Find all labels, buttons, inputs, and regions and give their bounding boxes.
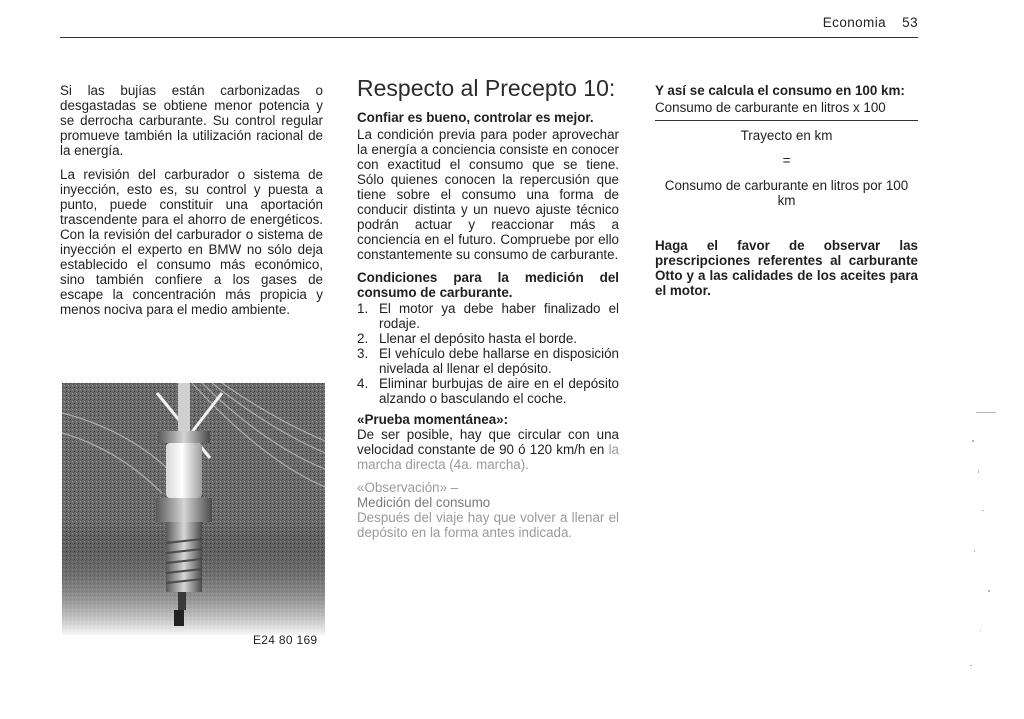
list-item-number: 3. xyxy=(357,346,369,361)
equals-sign: = xyxy=(782,153,791,168)
formula-result: Consumo de carburante en litros por 100 km xyxy=(664,178,909,208)
list-item-text: El motor ya debe haber finalizado el rodaje. xyxy=(379,301,619,331)
page-number: 53 xyxy=(902,15,918,30)
test-heading: «Prueba momentánea»: xyxy=(357,412,509,427)
list-item xyxy=(357,301,619,331)
list-item-number: 1. xyxy=(357,301,369,316)
spark-plug-paragraph: Si las bujías están carbonizadas o desgastadas se obtiene menor potencia y se derrocha carburante. Su control regular promueve también la utilización racional de la energía. xyxy=(60,83,323,158)
formula-title: Y así se calcula el consumo en 100 km: xyxy=(655,83,905,98)
header-rule xyxy=(60,37,918,38)
section-subtitle: Confiar es bueno, controlar es mejor. xyxy=(357,110,594,125)
scan-artifacts xyxy=(968,410,1004,690)
fraction-line xyxy=(655,120,918,121)
test-text-faded: la marcha directa (4a. marcha). xyxy=(357,442,619,472)
observation-text: Después del viaje hay que volver a llenar el depósito en la forma antes indicada. xyxy=(357,510,619,540)
intro-paragraph: La condición previa para poder aprovechar la energía a conciencia consiste en conocer con exactitud el consumo que se tiene. Sólo quienes conocen la repercusión que tiene sobre el consumo una forma de conducir distinta y un nuevo ajuste técnico podrán actuar y reaccionar más a conciencia en el futuro. Compruebe por ello constantemente su consumo de carburante. xyxy=(357,127,619,262)
spark-plug-photo xyxy=(62,383,325,635)
list-item-text: Eliminar burbujas de aire en el depósito alzando o basculando el coche. xyxy=(379,376,619,406)
formula-denominator: Trayecto en km xyxy=(740,128,833,143)
fuel-note: Haga el favor de observar las prescripciones referentes al carburante Otto y a las calidades de los aceites para el motor. xyxy=(655,238,918,298)
right-column xyxy=(655,83,918,298)
conditions-list xyxy=(357,301,619,406)
list-item-number: 4. xyxy=(357,376,369,391)
list-item-text: Llenar el depósito hasta el borde. xyxy=(379,331,578,346)
figure-caption: E24 80 169 xyxy=(253,633,318,647)
middle-column xyxy=(357,74,619,540)
observation-subtitle: Medición del consumo xyxy=(357,495,491,510)
carburetor-paragraph: La revisión del carburador o sistema de inyección, esto es, su control y puesta a punto, puede constituir una aportación trascendente para el ahorro de energéticos. Con la revisión del carburador o sistema de inyección el experto en BMW no sólo deja establecido el consumo más económico, sino también confiere a los gases de escape la concentración más propicia y menos nociva para el medio ambiente. xyxy=(60,167,323,317)
left-column xyxy=(60,83,323,317)
running-header xyxy=(823,15,918,30)
list-item-text: El vehículo debe hallarse en disposición nivelada al llenar el depósito. xyxy=(379,346,619,376)
formula-numerator: Consumo de carburante en litros x 100 xyxy=(655,100,886,115)
list-item xyxy=(357,331,619,346)
test-text-main: De ser posible, hay que circular con una velocidad constante de 90 ó 120 km/h en xyxy=(357,427,619,457)
list-item xyxy=(357,376,619,406)
section-title: Economia xyxy=(822,15,887,30)
conditions-heading: Condiciones para la medición del consumo de carburante. xyxy=(357,270,619,300)
test-paragraph xyxy=(357,427,619,472)
list-item xyxy=(357,346,619,376)
list-item-number: 2. xyxy=(357,331,369,346)
observation-block xyxy=(357,480,619,540)
section-heading: Respecto al Precepto 10: xyxy=(357,75,616,101)
observation-label: «Observación» – xyxy=(357,480,459,495)
